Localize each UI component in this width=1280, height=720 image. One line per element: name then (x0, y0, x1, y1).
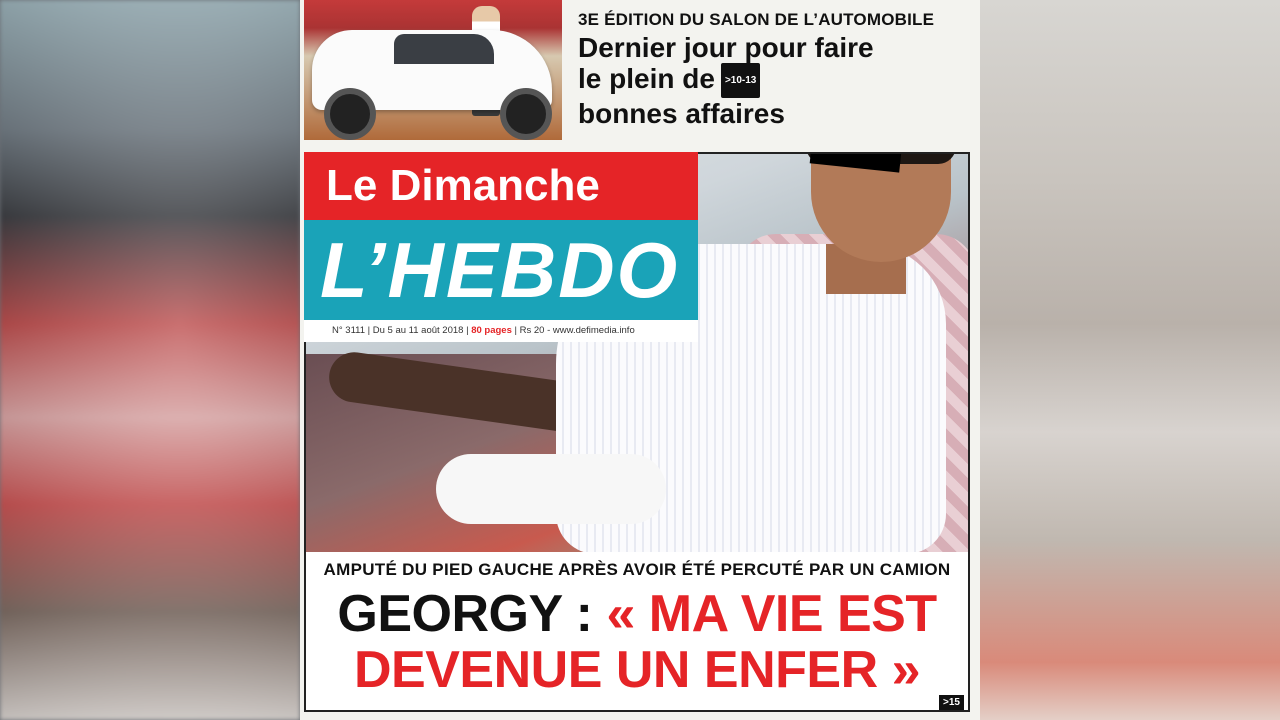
blurred-background-right (980, 0, 1280, 720)
masthead-title-line2: L’HEBDO (304, 220, 698, 320)
main-kicker: AMPUTÉ DU PIED GAUCHE APRÈS AVOIR ÉTÉ PERCUTÉ PAR UN CAMION (323, 560, 951, 579)
teaser-headline-line2: le plein de (578, 63, 715, 94)
headline-name: GEORGY : (337, 585, 593, 643)
price-and-website: | Rs 20 - www.defimedia.info (514, 325, 635, 336)
masthead (304, 152, 698, 342)
car-show-photo (304, 0, 562, 140)
teaser-headline (578, 32, 978, 129)
main-headline-box (304, 552, 970, 712)
teaser-headline-line1: Dernier jour pour faire (578, 32, 874, 63)
issue-number-date: N° 3111 | Du 5 au 11 août 2018 | (332, 325, 469, 336)
masthead-title-line1: Le Dimanche (304, 152, 698, 220)
masthead-issue-info (304, 320, 698, 342)
main-page-ref: >15 (939, 695, 964, 710)
teaser-headline-line3: bonnes affaires (578, 98, 785, 130)
page-count: 80 pages (471, 325, 512, 336)
car-show-teaser (578, 10, 978, 129)
headline-quote-part1: « MA VIE EST (606, 585, 937, 643)
main-headline-line2: DEVENUE UN ENFER » (354, 641, 920, 699)
teaser-kicker: 3E ÉDITION DU SALON DE L’AUTOMOBILE (578, 10, 935, 29)
main-headline-line1 (306, 586, 968, 642)
blurred-background-left (0, 0, 300, 720)
newspaper-cover (300, 0, 980, 720)
teaser-page-ref: >10-13 (721, 63, 760, 98)
